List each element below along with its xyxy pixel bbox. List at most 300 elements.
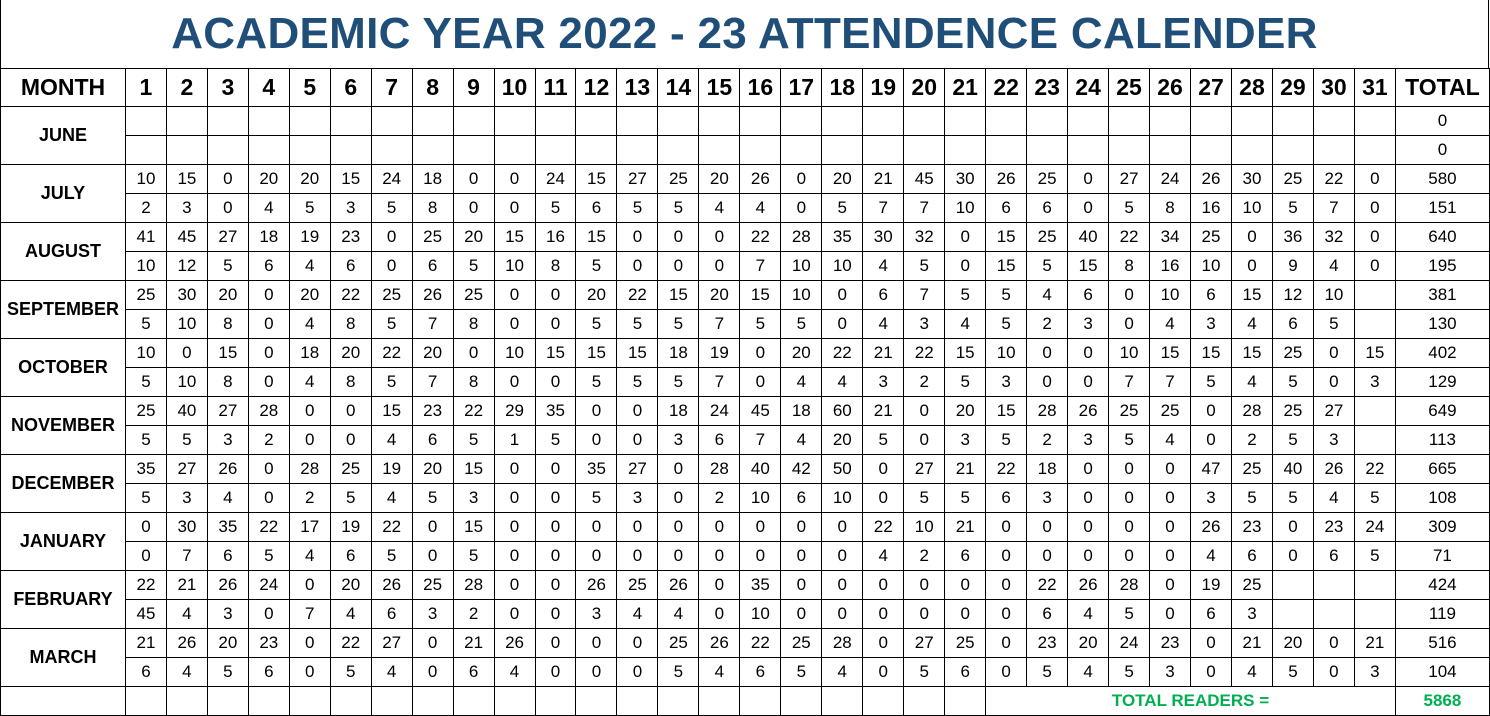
day-cell: 0 <box>699 223 740 252</box>
day-cell: 5 <box>945 368 986 397</box>
day-cell: 4 <box>617 600 658 629</box>
day-cell: 15 <box>986 223 1027 252</box>
day-cell: 6 <box>330 542 371 571</box>
header-day-21: 21 <box>945 69 986 107</box>
day-cell: 3 <box>1191 310 1232 339</box>
footer-empty-cell <box>248 687 289 716</box>
day-cell: 0 <box>904 426 945 455</box>
day-cell: 0 <box>535 455 576 484</box>
day-cell <box>617 136 658 165</box>
footer-empty-cell <box>658 687 699 716</box>
day-cell: 15 <box>986 397 1027 426</box>
table-row <box>1 281 1490 310</box>
day-cell: 3 <box>207 426 248 455</box>
day-cell: 0 <box>248 600 289 629</box>
day-cell: 20 <box>781 339 822 368</box>
day-cell: 25 <box>1231 455 1272 484</box>
day-cell: 0 <box>1231 252 1272 281</box>
day-cell: 20 <box>330 339 371 368</box>
day-cell: 6 <box>740 658 781 687</box>
day-cell: 3 <box>1354 658 1395 687</box>
day-cell: 5 <box>617 368 658 397</box>
header-day-3: 3 <box>207 69 248 107</box>
footer-empty-cell <box>945 687 986 716</box>
month-label: JANUARY <box>1 513 126 571</box>
day-cell: 28 <box>453 571 494 600</box>
day-cell <box>289 107 330 136</box>
row-total: 113 <box>1395 426 1489 455</box>
day-cell: 0 <box>1191 629 1232 658</box>
day-cell: 20 <box>822 165 863 194</box>
day-cell: 26 <box>1068 397 1109 426</box>
day-cell: 22 <box>617 281 658 310</box>
day-cell: 3 <box>1150 658 1191 687</box>
row-total: 402 <box>1395 339 1489 368</box>
day-cell <box>330 136 371 165</box>
day-cell: 7 <box>699 368 740 397</box>
day-cell: 20 <box>207 281 248 310</box>
day-cell <box>1068 107 1109 136</box>
day-cell: 15 <box>740 281 781 310</box>
table-row <box>1 252 1490 281</box>
row-total: 119 <box>1395 600 1489 629</box>
day-cell: 4 <box>658 600 699 629</box>
day-cell: 0 <box>740 339 781 368</box>
day-cell: 26 <box>1191 165 1232 194</box>
day-cell: 15 <box>945 339 986 368</box>
day-cell: 0 <box>699 513 740 542</box>
day-cell: 3 <box>1068 310 1109 339</box>
table-row <box>1 513 1490 542</box>
day-cell <box>412 107 453 136</box>
day-cell: 26 <box>658 571 699 600</box>
footer-empty-cell <box>822 687 863 716</box>
day-cell: 5 <box>904 658 945 687</box>
day-cell: 15 <box>576 165 617 194</box>
day-cell <box>781 136 822 165</box>
day-cell <box>863 136 904 165</box>
day-cell: 27 <box>1313 397 1354 426</box>
header-day-4: 4 <box>248 69 289 107</box>
day-cell: 0 <box>658 484 699 513</box>
day-cell: 0 <box>494 484 535 513</box>
day-cell: 0 <box>494 455 535 484</box>
day-cell <box>699 107 740 136</box>
day-cell: 15 <box>371 397 412 426</box>
day-cell: 0 <box>412 513 453 542</box>
day-cell: 4 <box>822 658 863 687</box>
day-cell: 0 <box>1068 368 1109 397</box>
day-cell: 12 <box>166 252 207 281</box>
day-cell: 5 <box>330 658 371 687</box>
day-cell: 0 <box>453 165 494 194</box>
total-readers-label: TOTAL READERS = <box>986 687 1396 716</box>
day-cell: 23 <box>1027 629 1068 658</box>
day-cell: 10 <box>494 339 535 368</box>
day-cell: 22 <box>1109 223 1150 252</box>
day-cell: 26 <box>494 629 535 658</box>
row-total: 130 <box>1395 310 1489 339</box>
day-cell <box>1272 107 1313 136</box>
day-cell: 0 <box>371 223 412 252</box>
day-cell: 25 <box>412 223 453 252</box>
day-cell: 0 <box>822 281 863 310</box>
day-cell: 0 <box>863 629 904 658</box>
table-row <box>1 194 1490 223</box>
day-cell: 5 <box>1354 542 1395 571</box>
day-cell: 0 <box>1272 513 1313 542</box>
day-cell: 10 <box>125 165 166 194</box>
day-cell: 0 <box>412 542 453 571</box>
day-cell: 0 <box>658 252 699 281</box>
day-cell: 26 <box>371 571 412 600</box>
day-cell: 15 <box>330 165 371 194</box>
header-day-7: 7 <box>371 69 412 107</box>
day-cell: 5 <box>1272 658 1313 687</box>
day-cell: 22 <box>986 455 1027 484</box>
day-cell: 3 <box>904 310 945 339</box>
day-cell: 35 <box>207 513 248 542</box>
day-cell: 2 <box>125 194 166 223</box>
table-row <box>1 658 1490 687</box>
day-cell: 0 <box>576 513 617 542</box>
day-cell <box>1272 571 1313 600</box>
day-cell: 27 <box>166 455 207 484</box>
day-cell: 28 <box>289 455 330 484</box>
day-cell <box>1109 107 1150 136</box>
day-cell: 0 <box>699 542 740 571</box>
day-cell: 20 <box>1068 629 1109 658</box>
header-day-28: 28 <box>1231 69 1272 107</box>
day-cell <box>617 107 658 136</box>
day-cell <box>1272 600 1313 629</box>
day-cell: 60 <box>822 397 863 426</box>
day-cell: 6 <box>1313 542 1354 571</box>
attendance-table <box>0 68 1490 716</box>
day-cell: 20 <box>412 339 453 368</box>
month-label: JULY <box>1 165 126 223</box>
day-cell: 20 <box>289 165 330 194</box>
day-cell: 36 <box>1272 223 1313 252</box>
day-cell: 4 <box>945 310 986 339</box>
day-cell: 0 <box>1109 281 1150 310</box>
day-cell: 26 <box>166 629 207 658</box>
day-cell: 22 <box>330 281 371 310</box>
day-cell: 47 <box>1191 455 1232 484</box>
day-cell: 4 <box>1027 281 1068 310</box>
day-cell: 26 <box>1191 513 1232 542</box>
day-cell: 25 <box>1272 339 1313 368</box>
day-cell: 0 <box>1191 397 1232 426</box>
day-cell <box>248 136 289 165</box>
day-cell: 6 <box>1027 194 1068 223</box>
header-total: TOTAL <box>1395 69 1489 107</box>
day-cell: 0 <box>617 223 658 252</box>
day-cell: 24 <box>248 571 289 600</box>
day-cell: 27 <box>207 223 248 252</box>
day-cell: 5 <box>535 426 576 455</box>
header-day-14: 14 <box>658 69 699 107</box>
day-cell: 2 <box>289 484 330 513</box>
day-cell: 0 <box>494 194 535 223</box>
day-cell <box>1354 426 1395 455</box>
day-cell: 0 <box>453 339 494 368</box>
day-cell: 32 <box>904 223 945 252</box>
day-cell: 7 <box>699 310 740 339</box>
day-cell <box>535 136 576 165</box>
day-cell: 0 <box>617 397 658 426</box>
day-cell: 15 <box>535 339 576 368</box>
day-cell <box>822 107 863 136</box>
day-cell: 23 <box>248 629 289 658</box>
day-cell: 25 <box>945 629 986 658</box>
day-cell: 21 <box>1354 629 1395 658</box>
day-cell: 0 <box>576 658 617 687</box>
day-cell: 5 <box>781 310 822 339</box>
day-cell: 24 <box>371 165 412 194</box>
day-cell: 10 <box>822 484 863 513</box>
day-cell: 21 <box>945 455 986 484</box>
month-label: FEBRUARY <box>1 571 126 629</box>
table-row <box>1 629 1490 658</box>
day-cell: 26 <box>1313 455 1354 484</box>
row-total: 195 <box>1395 252 1489 281</box>
day-cell: 6 <box>1068 281 1109 310</box>
day-cell: 10 <box>1313 281 1354 310</box>
day-cell: 0 <box>412 629 453 658</box>
day-cell: 0 <box>166 339 207 368</box>
header-day-5: 5 <box>289 69 330 107</box>
day-cell: 40 <box>1272 455 1313 484</box>
day-cell: 25 <box>330 455 371 484</box>
day-cell: 5 <box>617 310 658 339</box>
day-cell: 0 <box>781 571 822 600</box>
footer-empty-cell <box>494 687 535 716</box>
day-cell: 0 <box>535 629 576 658</box>
day-cell: 0 <box>1231 223 1272 252</box>
day-cell <box>1191 107 1232 136</box>
day-cell: 0 <box>740 513 781 542</box>
day-cell: 4 <box>330 600 371 629</box>
day-cell: 22 <box>740 629 781 658</box>
day-cell: 18 <box>1027 455 1068 484</box>
day-cell: 6 <box>781 484 822 513</box>
day-cell: 0 <box>904 397 945 426</box>
day-cell: 5 <box>986 310 1027 339</box>
day-cell <box>1068 136 1109 165</box>
row-total: 424 <box>1395 571 1489 600</box>
day-cell <box>1027 136 1068 165</box>
day-cell <box>248 107 289 136</box>
day-cell: 5 <box>863 426 904 455</box>
day-cell: 0 <box>617 542 658 571</box>
attendance-table-container <box>0 68 1490 716</box>
day-cell: 6 <box>412 252 453 281</box>
day-cell: 0 <box>986 513 1027 542</box>
header-day-22: 22 <box>986 69 1027 107</box>
day-cell: 10 <box>781 252 822 281</box>
day-cell: 8 <box>207 368 248 397</box>
day-cell: 10 <box>986 339 1027 368</box>
day-cell: 0 <box>945 600 986 629</box>
day-cell <box>945 136 986 165</box>
header-day-1: 1 <box>125 69 166 107</box>
day-cell <box>986 136 1027 165</box>
day-cell: 15 <box>453 455 494 484</box>
row-total: 129 <box>1395 368 1489 397</box>
row-total: 309 <box>1395 513 1489 542</box>
day-cell: 6 <box>125 658 166 687</box>
table-row <box>1 600 1490 629</box>
day-cell: 15 <box>1068 252 1109 281</box>
day-cell: 25 <box>1272 397 1313 426</box>
day-cell: 22 <box>330 629 371 658</box>
day-cell <box>330 107 371 136</box>
day-cell: 5 <box>658 310 699 339</box>
day-cell: 5 <box>125 484 166 513</box>
day-cell: 5 <box>658 368 699 397</box>
table-row <box>1 455 1490 484</box>
day-cell: 0 <box>1068 165 1109 194</box>
day-cell: 5 <box>1027 658 1068 687</box>
day-cell: 5 <box>904 252 945 281</box>
day-cell <box>1354 571 1395 600</box>
day-cell: 24 <box>1354 513 1395 542</box>
footer-row <box>1 687 1490 716</box>
day-cell: 0 <box>1150 484 1191 513</box>
day-cell <box>166 136 207 165</box>
day-cell: 30 <box>166 513 207 542</box>
day-cell: 0 <box>863 600 904 629</box>
day-cell: 0 <box>1313 339 1354 368</box>
day-cell: 0 <box>822 542 863 571</box>
day-cell: 5 <box>1109 600 1150 629</box>
day-cell: 15 <box>494 223 535 252</box>
day-cell: 3 <box>330 194 371 223</box>
day-cell: 22 <box>371 339 412 368</box>
day-cell: 4 <box>166 600 207 629</box>
day-cell: 18 <box>781 397 822 426</box>
day-cell: 0 <box>617 252 658 281</box>
day-cell <box>453 136 494 165</box>
table-row <box>1 136 1490 165</box>
day-cell: 4 <box>1191 542 1232 571</box>
day-cell <box>1313 600 1354 629</box>
day-cell: 25 <box>1027 223 1068 252</box>
footer-empty-cell <box>371 687 412 716</box>
day-cell: 3 <box>1313 426 1354 455</box>
day-cell: 2 <box>453 600 494 629</box>
day-cell: 45 <box>904 165 945 194</box>
day-cell: 4 <box>863 542 904 571</box>
day-cell: 45 <box>166 223 207 252</box>
day-cell: 0 <box>617 629 658 658</box>
day-cell: 0 <box>1150 542 1191 571</box>
day-cell: 6 <box>986 194 1027 223</box>
day-cell: 5 <box>576 310 617 339</box>
day-cell <box>412 136 453 165</box>
day-cell: 5 <box>1191 368 1232 397</box>
table-row <box>1 571 1490 600</box>
day-cell: 2 <box>699 484 740 513</box>
day-cell: 0 <box>1150 571 1191 600</box>
day-cell: 10 <box>1191 252 1232 281</box>
table-row <box>1 368 1490 397</box>
day-cell: 10 <box>1150 281 1191 310</box>
day-cell: 10 <box>125 339 166 368</box>
day-cell: 4 <box>1068 600 1109 629</box>
day-cell: 0 <box>535 281 576 310</box>
day-cell: 21 <box>125 629 166 658</box>
day-cell: 0 <box>945 571 986 600</box>
day-cell <box>1272 136 1313 165</box>
day-cell: 0 <box>781 542 822 571</box>
day-cell: 2 <box>1027 426 1068 455</box>
day-cell: 30 <box>863 223 904 252</box>
day-cell <box>822 136 863 165</box>
day-cell: 10 <box>166 368 207 397</box>
day-cell <box>494 136 535 165</box>
day-cell: 4 <box>740 194 781 223</box>
day-cell: 30 <box>945 165 986 194</box>
day-cell: 23 <box>412 397 453 426</box>
table-row <box>1 223 1490 252</box>
day-cell: 3 <box>166 484 207 513</box>
day-cell: 8 <box>412 194 453 223</box>
day-cell: 20 <box>207 629 248 658</box>
day-cell: 28 <box>781 223 822 252</box>
day-cell: 18 <box>289 339 330 368</box>
day-cell: 3 <box>617 484 658 513</box>
day-cell: 10 <box>740 600 781 629</box>
day-cell: 0 <box>822 310 863 339</box>
day-cell: 6 <box>945 542 986 571</box>
day-cell: 5 <box>986 281 1027 310</box>
day-cell: 5 <box>453 426 494 455</box>
day-cell: 15 <box>617 339 658 368</box>
header-day-26: 26 <box>1150 69 1191 107</box>
day-cell: 26 <box>412 281 453 310</box>
day-cell: 50 <box>822 455 863 484</box>
day-cell: 0 <box>945 223 986 252</box>
day-cell: 35 <box>740 571 781 600</box>
day-cell: 22 <box>371 513 412 542</box>
day-cell: 5 <box>576 368 617 397</box>
day-cell: 5 <box>945 484 986 513</box>
day-cell: 25 <box>1191 223 1232 252</box>
table-row <box>1 339 1490 368</box>
day-cell: 15 <box>576 339 617 368</box>
day-cell: 0 <box>1150 455 1191 484</box>
day-cell: 3 <box>1354 368 1395 397</box>
day-cell: 0 <box>863 658 904 687</box>
day-cell: 3 <box>412 600 453 629</box>
day-cell: 5 <box>535 194 576 223</box>
day-cell: 0 <box>986 600 1027 629</box>
day-cell: 6 <box>412 426 453 455</box>
day-cell: 0 <box>248 368 289 397</box>
row-total: 381 <box>1395 281 1489 310</box>
day-cell: 4 <box>289 252 330 281</box>
day-cell: 7 <box>166 542 207 571</box>
day-cell: 22 <box>125 571 166 600</box>
day-cell: 0 <box>289 629 330 658</box>
day-cell: 30 <box>1231 165 1272 194</box>
day-cell: 5 <box>658 194 699 223</box>
month-label: JUNE <box>1 107 126 165</box>
table-row <box>1 426 1490 455</box>
day-cell: 21 <box>1231 629 1272 658</box>
